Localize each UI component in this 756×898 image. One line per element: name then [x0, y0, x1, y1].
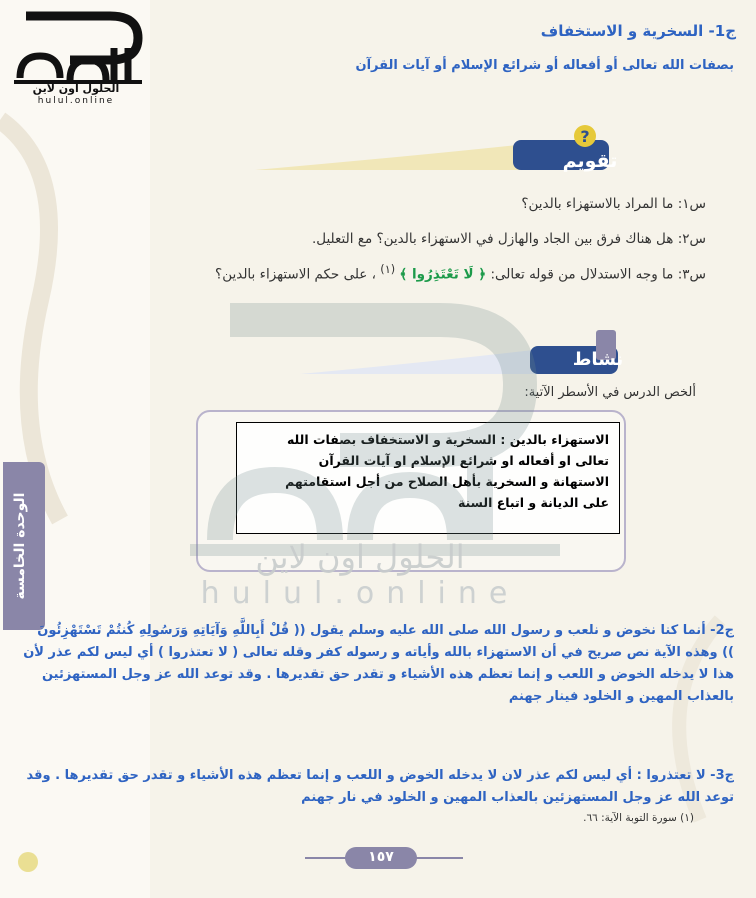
summary-line-4: على الديانة و اتباع السنة: [457, 495, 609, 510]
question-3-lead: س٣: ما وجه الاستدلال من قوله تعالى:: [490, 266, 706, 283]
question-3-quran-quote: ﴿ لَا تَعْتَذِرُوا ﴾: [399, 266, 487, 283]
watermark-latin: hulul.online: [200, 576, 520, 611]
summary-line-2: تعالى او أفعاله او شرائع الإسلام او آيات القرآن: [318, 453, 609, 468]
answer-3: ج3- لا تعتذروا : أي ليس لكم عذر لان لا يدخله الخوض و اللعب و إنما تعظم هذه الأشياء و تقدر حق تقديرها . وقد توعد الله عز وجل المستهزئين بالعذاب المهين و الخلود في نار جهنم: [26, 768, 734, 805]
question-2: س٢: هل هناك فرق بين الجاد والهازل في الاستهزاء بالدين؟ مع التعليل.: [311, 231, 706, 247]
corner-ornament-icon: [18, 852, 38, 872]
svg-text:?: ?: [580, 127, 590, 146]
logo-latin-text: hulul.online: [37, 96, 115, 106]
question-1: س١: ما المراد بالاستهزاء بالدين؟: [521, 196, 706, 212]
unit-tab-label: الوحدة الخامسة: [12, 492, 28, 600]
page-number: ١٥٧: [368, 849, 394, 865]
logo-arabic-text: الحلول اون لاين: [32, 82, 120, 95]
nashat-title: نشاط: [572, 349, 624, 370]
answer-1-title: ج1- السخرية و الاستخفاف: [540, 22, 736, 40]
taqweem-title: تقويم: [562, 150, 618, 172]
question-3: [46, 263, 706, 283]
question-3-footnote-ref: (١): [380, 263, 396, 276]
summary-line-3: الاستهانة و السخرية بأهل الصلاح من أجل استقامتهم: [285, 474, 609, 489]
nashat-instruction: ألخص الدرس في الأسطر الآتية:: [524, 385, 696, 400]
summary-line-1: الاستهزاء بالدين : السخرية و الاستخفاف بصفات الله: [286, 432, 609, 447]
question-3-tail: ، على حكم الاستهزاء بالدين؟: [215, 266, 376, 283]
footnote: (١) سورة التوبة الآية: ٦٦.: [583, 812, 694, 824]
watermark-arabic: الحلول اون لاين: [255, 538, 465, 576]
answer-2: ج2- أنما كنا نخوض و نلعب و رسول الله صلى الله عليه وسلم يقول (( قُلْ أَبِاللَّهِ وَآيَاتِهِ وَرَسُولِهِ كُنتُمْ تَسْتَهْزِئُونَ )) وهذه الآية نص صريح في أن الاستهزاء بالله وأياته و رسوله كفر وقله تعالى ( لا تعتذروا ) أي ليس لكم عذر لأن هذا لا يدخله الخوض و اللعب و إنما تعظم هذه الأشياء و تقدر حق تقديرها . وقد توعد الله عز وجل المستهزئين بالعذاب المهين و الخلود فينار جهنم: [23, 623, 734, 704]
answer-1-text: بصفات الله تعالى أو أفعاله أو شرائع الإسلام أو آيات القرآن: [355, 58, 734, 73]
